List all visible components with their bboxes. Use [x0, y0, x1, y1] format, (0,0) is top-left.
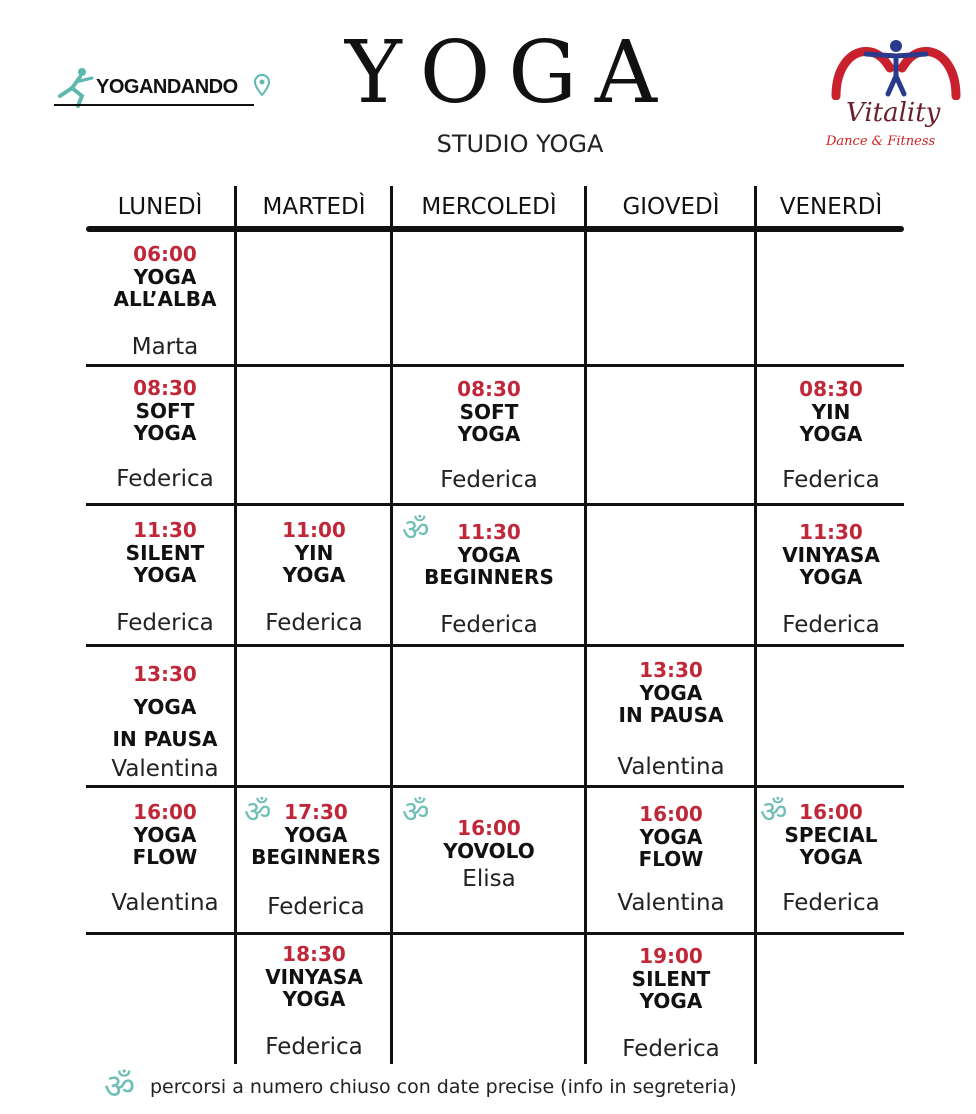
slot-teacher: Federica	[116, 466, 214, 492]
slot-class: SOFT YOGA	[457, 400, 521, 446]
slot-teacher: Federica	[440, 612, 538, 638]
class-slot	[238, 518, 390, 642]
class-slot	[394, 513, 584, 644]
slot-class: YOGA BEGINNERS	[251, 823, 381, 869]
class-slot	[758, 377, 904, 501]
slot-class: SPECIAL YOGA	[784, 823, 878, 869]
dancer-figure-icon	[826, 38, 966, 100]
class-slot	[758, 520, 904, 644]
slot-class: YOGA FLOW	[638, 825, 704, 871]
om-icon: ॐ	[760, 795, 788, 830]
slot-class: YOGA FLOW	[132, 823, 198, 869]
slot-time: 08:30	[133, 376, 197, 400]
class-slot	[86, 242, 244, 364]
stretching-figure-icon	[52, 66, 98, 108]
vitality-tagline: Dance & Fitness	[826, 134, 936, 149]
slot-class: SILENT YOGA	[125, 541, 205, 587]
slot-class: YOGA ALL’ALBA	[113, 265, 217, 311]
slot-teacher: Federica	[622, 1036, 720, 1062]
om-icon: ॐ	[402, 513, 430, 548]
slot-time: 16:00	[799, 800, 863, 824]
slot-time: 13:30	[133, 662, 197, 686]
slot-teacher: Federica	[267, 894, 365, 920]
slot-time: 18:30	[282, 942, 346, 966]
slot-class: YOVOLO	[443, 839, 535, 863]
slot-teacher: Valentina	[617, 754, 725, 780]
timetable	[86, 186, 904, 1068]
row-divider	[86, 644, 904, 647]
slot-class: YOGA	[133, 695, 197, 719]
class-slot	[86, 662, 244, 784]
om-icon: ॐ	[402, 795, 430, 830]
slot-teacher: Federica	[116, 610, 214, 636]
slot-time: 17:30	[284, 800, 348, 824]
page-subtitle: STUDIO YOGA	[436, 130, 604, 158]
class-slot	[394, 377, 584, 501]
class-slot	[86, 376, 244, 500]
slot-teacher: Valentina	[617, 890, 725, 916]
vitality-logo	[818, 38, 974, 156]
day-header-monday: LUNEDÌ	[117, 194, 203, 220]
yogandando-wordmark: YOGANDANDO	[96, 76, 238, 98]
slot-teacher: Elisa	[462, 866, 516, 892]
om-icon: ॐ	[244, 795, 272, 830]
vitality-wordmark: Vitality	[846, 98, 941, 128]
slot-time: 16:00	[457, 816, 521, 840]
slot-time: 11:30	[133, 518, 197, 542]
slot-teacher: Federica	[782, 467, 880, 493]
slot-teacher: Valentina	[111, 890, 219, 916]
class-slot	[758, 795, 904, 930]
slot-class: IN PAUSA	[112, 727, 218, 751]
slot-time: 19:00	[639, 944, 703, 968]
slot-class: YIN YOGA	[799, 400, 863, 446]
row-divider	[86, 364, 904, 367]
slot-teacher: Marta	[131, 334, 199, 360]
slot-teacher: Federica	[265, 1034, 363, 1060]
slot-teacher: Federica	[440, 467, 538, 493]
class-slot	[588, 944, 754, 1068]
row-divider	[86, 785, 904, 788]
slot-class: YIN YOGA	[282, 541, 346, 587]
slot-teacher: Valentina	[111, 756, 219, 782]
row-divider	[86, 503, 904, 506]
class-slot	[394, 795, 584, 932]
class-slot	[238, 942, 390, 1066]
slot-teacher: Federica	[782, 890, 880, 916]
page-title: YOGA	[344, 23, 676, 123]
slot-class: VINYASA YOGA	[782, 543, 880, 589]
slot-class: SILENT YOGA	[631, 967, 711, 1013]
class-slot	[588, 802, 754, 932]
slot-class: YOGA IN PAUSA	[618, 681, 724, 727]
logo-underline	[54, 104, 254, 106]
slot-teacher: Federica	[782, 612, 880, 638]
slot-time: 11:30	[457, 520, 521, 544]
day-header-friday: VENERDÌ	[779, 194, 883, 220]
class-slot	[86, 518, 244, 642]
slot-time: 11:00	[282, 518, 346, 542]
class-slot	[238, 795, 394, 930]
slot-time: 08:30	[457, 377, 521, 401]
map-pin-icon	[254, 74, 270, 96]
footnote-text: percorsi a numero chiuso con date precise (info in segreteria)	[150, 1076, 737, 1098]
slot-time: 13:30	[639, 658, 703, 682]
slot-time: 06:00	[133, 242, 197, 266]
om-icon: ॐ	[104, 1067, 136, 1107]
slot-class: YOGA BEGINNERS	[424, 543, 554, 589]
slot-time: 16:00	[639, 802, 703, 826]
slot-class: VINYASA YOGA	[265, 965, 363, 1011]
slot-time: 16:00	[133, 800, 197, 824]
footnote	[104, 1068, 904, 1108]
day-header-thursday: GIOVEDÌ	[622, 194, 720, 220]
header-row-divider	[86, 226, 904, 232]
slot-class: SOFT YOGA	[133, 399, 197, 445]
row-divider	[86, 932, 904, 935]
class-slot	[86, 800, 244, 930]
slot-time: 08:30	[799, 377, 863, 401]
slot-time: 11:30	[799, 520, 863, 544]
day-header-wednesday: MERCOLEDÌ	[421, 194, 557, 220]
slot-teacher: Federica	[265, 610, 363, 636]
day-header-tuesday: MARTEDÌ	[262, 194, 366, 220]
class-slot	[588, 658, 754, 782]
yogandando-logo	[52, 66, 272, 110]
